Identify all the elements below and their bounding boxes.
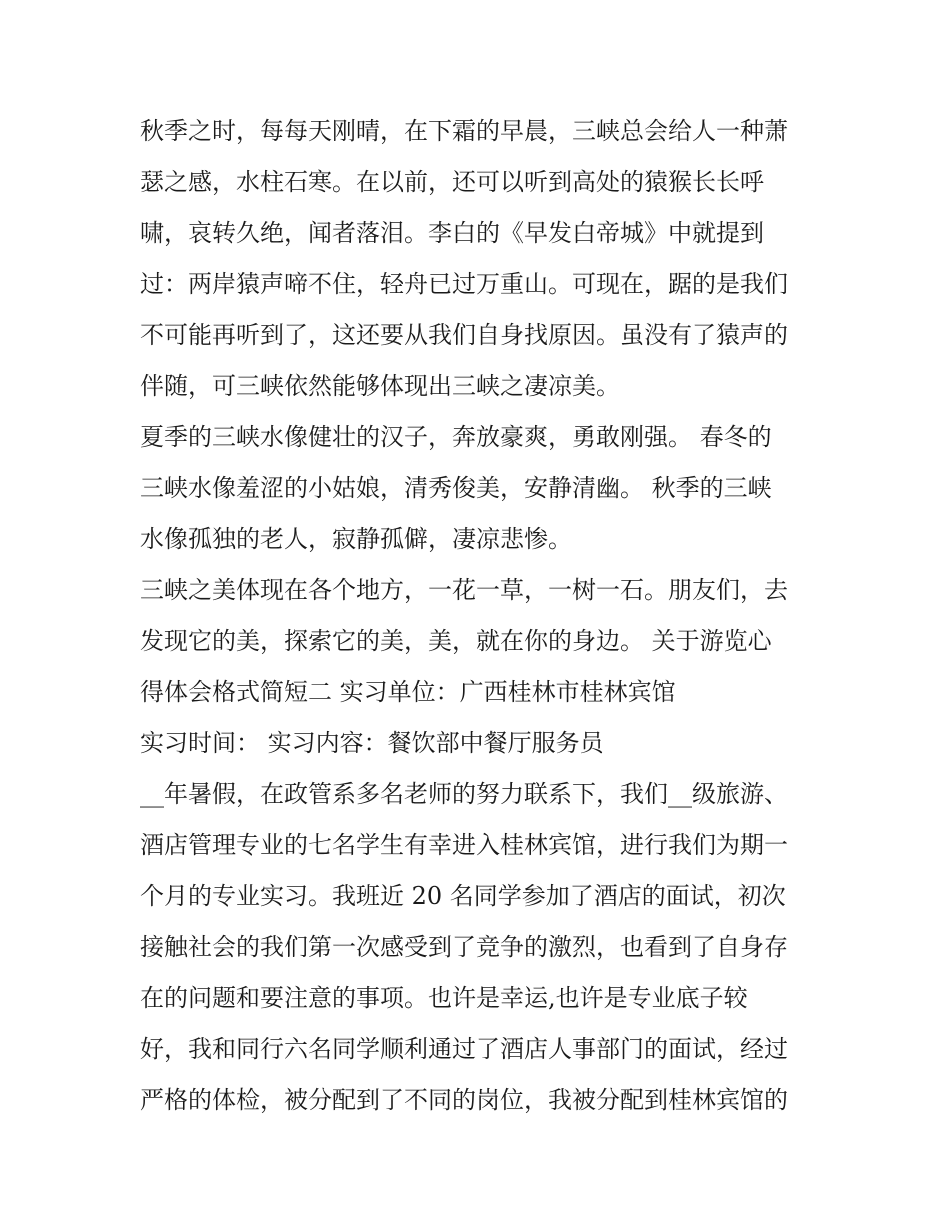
text-line: 过：两岸猿声啼不住，轻舟已过万重山。可现在，踞的是我们 <box>140 270 788 298</box>
text-line: __年暑假，在政管系多名老师的努力联系下，我们__级旅游、 <box>140 780 788 808</box>
text-line: 秋季之时，每每天刚晴，在下霜的早晨，三峡总会给人一种萧 <box>140 117 788 145</box>
text-line: 伴随，可三峡依然能够体现出三峡之凄凉美。 <box>140 372 620 400</box>
text-line: 水像孤独的老人，寂静孤僻，凄凉悲惨。 <box>140 525 572 553</box>
text-line: 三峡水像羞涩的小姑娘，清秀俊美，安静清幽。 秋季的三峡 <box>140 474 772 502</box>
text-line: 好，我和同行六名同学顺利通过了酒店人事部门的面试，经过 <box>140 1035 788 1063</box>
text-line: 三峡之美体现在各个地方，一花一草，一树一石。朋友们，去 <box>140 576 788 604</box>
text-line: 个月的专业实习。我班近 20 名同学参加了酒店的面试，初次 <box>140 882 786 910</box>
text-line: 啸，哀转久绝，闻者落泪。李白的《早发白帝城》中就提到 <box>140 219 764 247</box>
body-text <box>140 106 830 1126</box>
text-line: 发现它的美，探索它的美，美，就在你的身边。 关于游览心 <box>140 627 772 655</box>
text-line: 实习时间： 实习内容：餐饮部中餐厅服务员 <box>140 729 604 757</box>
text-line: 瑟之感，水柱石寒。在以前，还可以听到高处的猿猴长长呼 <box>140 168 764 196</box>
text-line: 不可能再听到了，这还要从我们自身找原因。虽没有了猿声的 <box>140 321 788 349</box>
text-line: 严格的体检，被分配到了不同的岗位，我被分配到桂林宾馆的 <box>140 1086 788 1114</box>
text-line: 在的问题和要注意的事项。也许是幸运,也许是专业底子较 <box>140 984 748 1012</box>
text-line: 夏季的三峡水像健壮的汉子，奔放豪爽，勇敢刚强。 春冬的 <box>140 423 772 451</box>
text-line: 得体会格式简短二 实习单位：广西桂林市桂林宾馆 <box>140 678 676 706</box>
text-line: 酒店管理专业的七名学生有幸进入桂林宾馆，进行我们为期一 <box>140 831 788 859</box>
text-line: 接触社会的我们第一次感受到了竞争的激烈，也看到了自身存 <box>140 933 788 961</box>
